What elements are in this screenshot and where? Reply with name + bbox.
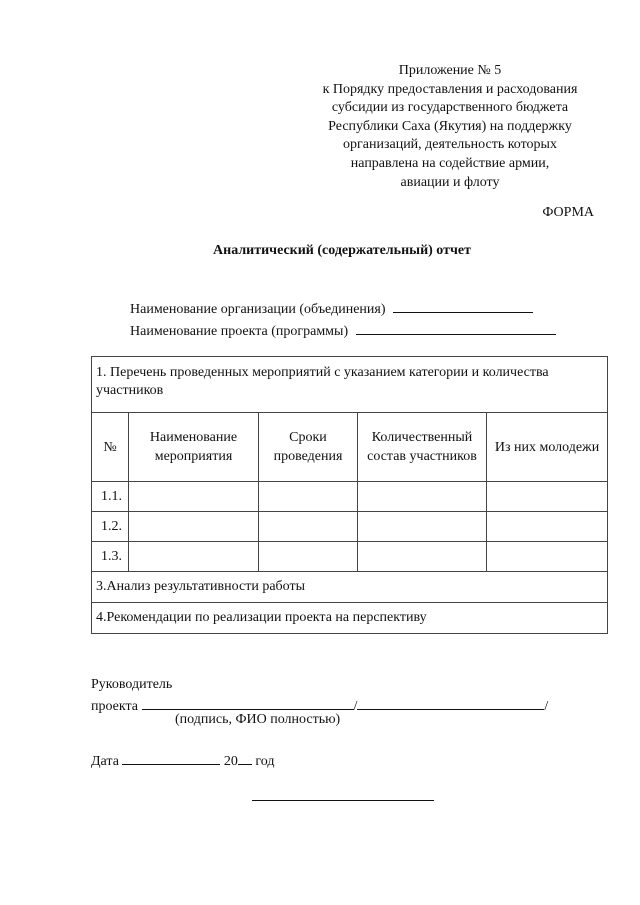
year-blank[interactable] xyxy=(238,750,252,765)
section-4-header: 4.Рекомендации по реализации проекта на перспективу xyxy=(92,603,608,634)
appendix-line: Республики Саха (Якутия) на поддержку xyxy=(328,118,572,134)
appendix-line: авиации и флоту xyxy=(400,174,500,190)
year-suffix: год xyxy=(255,754,275,769)
appendix-line: направлена на содействие армии, xyxy=(350,155,550,171)
project-name-row xyxy=(130,320,556,340)
participants-cell[interactable] xyxy=(358,512,487,542)
appendix-header xyxy=(300,62,600,192)
row-number: 1.2. xyxy=(92,512,129,542)
youth-cell[interactable] xyxy=(487,482,608,512)
appendix-line: субсидии из государственного бюджета xyxy=(331,100,569,116)
appendix-line: Приложение № 5 xyxy=(398,63,502,78)
dates-cell[interactable] xyxy=(259,512,358,542)
appendix-line: к Порядку предоставления и расходования xyxy=(322,81,578,97)
youth-cell[interactable] xyxy=(487,512,608,542)
event-name-cell[interactable] xyxy=(129,512,259,542)
dates-cell[interactable] xyxy=(259,482,358,512)
date-blank[interactable] xyxy=(122,750,220,765)
signature-block xyxy=(91,674,548,717)
project-name-label: Наименование проекта (программы) xyxy=(130,324,349,339)
event-name-cell[interactable] xyxy=(129,482,259,512)
project-name-blank[interactable] xyxy=(356,320,556,335)
report-title: Аналитический (содержательный) отчет xyxy=(213,243,471,258)
org-name-row xyxy=(130,298,533,318)
column-header-participants: Количественный состав участников xyxy=(358,413,487,482)
forma-label: ФОРМА xyxy=(542,205,594,220)
year-prefix: 20 xyxy=(223,754,238,769)
event-name-cell[interactable] xyxy=(129,542,259,572)
signature-hint: (подпись, ФИО полностью) xyxy=(175,712,341,727)
date-label: Дата xyxy=(91,754,119,769)
table-row xyxy=(92,542,608,572)
signature-separator-end: / xyxy=(544,699,549,714)
column-header-dates: Сроки проведения xyxy=(259,413,358,482)
report-table xyxy=(91,356,608,634)
dates-cell[interactable] xyxy=(259,542,358,572)
bottom-signature-line[interactable] xyxy=(252,800,434,801)
signature-blank[interactable] xyxy=(142,695,354,710)
column-header-number: № xyxy=(92,413,129,482)
signer-role-line1: Руководитель xyxy=(91,677,173,692)
signer-role-line2: проекта xyxy=(91,699,138,714)
participants-cell[interactable] xyxy=(358,482,487,512)
column-header-youth: Из них молодежи xyxy=(487,413,608,482)
row-number: 1.1. xyxy=(92,482,129,512)
org-name-blank[interactable] xyxy=(393,298,533,313)
date-row xyxy=(91,750,275,770)
row-number: 1.3. xyxy=(92,542,129,572)
full-name-blank[interactable] xyxy=(357,695,544,710)
youth-cell[interactable] xyxy=(487,542,608,572)
column-header-event-name: Наименование мероприятия xyxy=(129,413,259,482)
appendix-line: организаций, деятельность которых xyxy=(343,137,557,153)
org-name-label: Наименование организации (объединения) xyxy=(130,302,386,317)
table-row xyxy=(92,512,608,542)
section-1-header: 1. Перечень проведенных мероприятий с указанием категории и количества участников xyxy=(92,357,608,413)
table-row xyxy=(92,482,608,512)
participants-cell[interactable] xyxy=(358,542,487,572)
section-3-header: 3.Анализ результативности работы xyxy=(92,572,608,603)
signature-separator: / xyxy=(353,699,358,714)
